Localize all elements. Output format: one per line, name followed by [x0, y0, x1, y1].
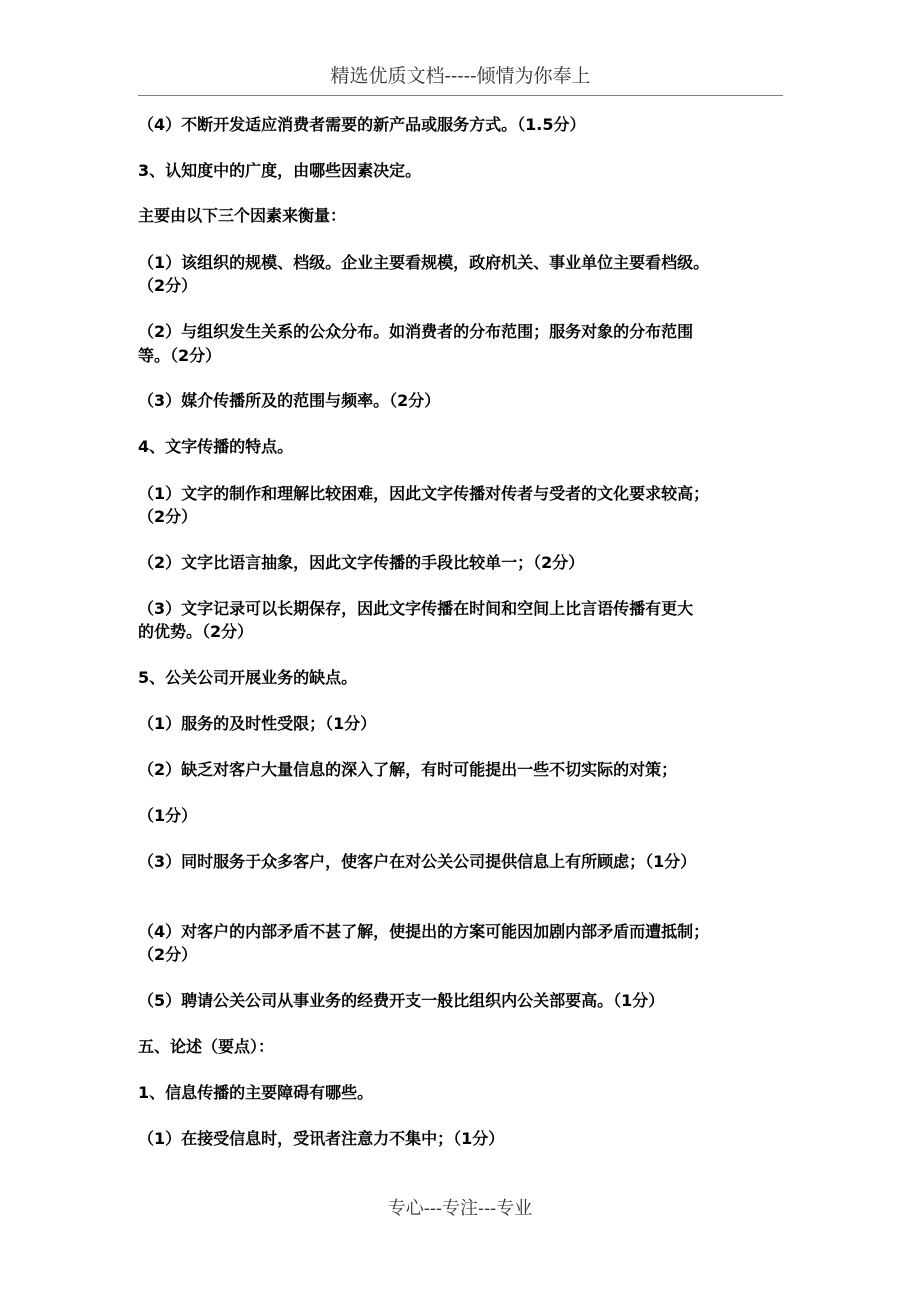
- text-line: （1）该组织的规模、档级。企业主要看规模，政府机关、事业单位主要看档级。: [138, 253, 710, 272]
- section-heading: 五、论述（要点）：: [138, 1037, 275, 1056]
- text-line: （3）同时服务于众多客户，使客户在对公关公司提供信息上有所顾虑；（1分）: [138, 852, 697, 871]
- text-line: （4）对客户的内部矛盾不甚了解，使提出的方案可能因加剧内部矛盾而遭抵制；: [138, 922, 710, 941]
- text-line: （1）服务的及时性受限；（1分）: [138, 714, 377, 733]
- text-line: （2）缺乏对客户大量信息的深入了解，有时可能提出一些不切实际的对策；: [138, 760, 678, 779]
- text-line: （3）媒介传播所及的范围与频率。（2分）: [138, 391, 441, 410]
- text-line: （3）文字记录可以长期保存，因此文字传播在时间和空间上比言语传播有更大: [138, 599, 694, 618]
- text-line: （2分）: [138, 276, 198, 295]
- text-line: （2分）: [138, 507, 198, 526]
- text-line: （2）文字比语言抽象，因此文字传播的手段比较单一；（2分）: [138, 553, 585, 572]
- text-line: （4）不断开发适应消费者需要的新产品或服务方式。（1.5分）: [138, 115, 586, 134]
- question-heading: 1、信息传播的主要障碍有哪些。: [138, 1083, 374, 1102]
- question-heading: 5、公关公司开展业务的缺点。: [138, 668, 358, 687]
- text-line: （2）与组织发生关系的公众分布。如消费者的分布范围；服务对象的分布范围: [138, 322, 694, 341]
- text-line: 的优势。（2分）: [138, 622, 254, 641]
- question-heading: 4、文字传播的特点。: [138, 437, 294, 456]
- page-footer: 专心---专注---专业: [387, 1198, 533, 1219]
- text-line: （1）文字的制作和理解比较困难，因此文字传播对传者与受者的文化要求较高；: [138, 484, 710, 503]
- text-line: （1）在接受信息时，受讯者注意力不集中；（1分）: [138, 1129, 505, 1148]
- text-line: （1分）: [138, 806, 198, 825]
- text-line: 等。（2分）: [138, 346, 222, 365]
- text-line: （2分）: [138, 945, 198, 964]
- question-heading: 3、认知度中的广度，由哪些因素决定。: [138, 161, 422, 180]
- text-line: （5）聘请公关公司从事业务的经费开支一般比组织内公关部要高。（1分）: [138, 991, 665, 1010]
- page-header: 精选优质文档-----倾情为你奉上: [138, 62, 783, 96]
- text-line: 主要由以下三个因素来衡量：: [138, 206, 347, 225]
